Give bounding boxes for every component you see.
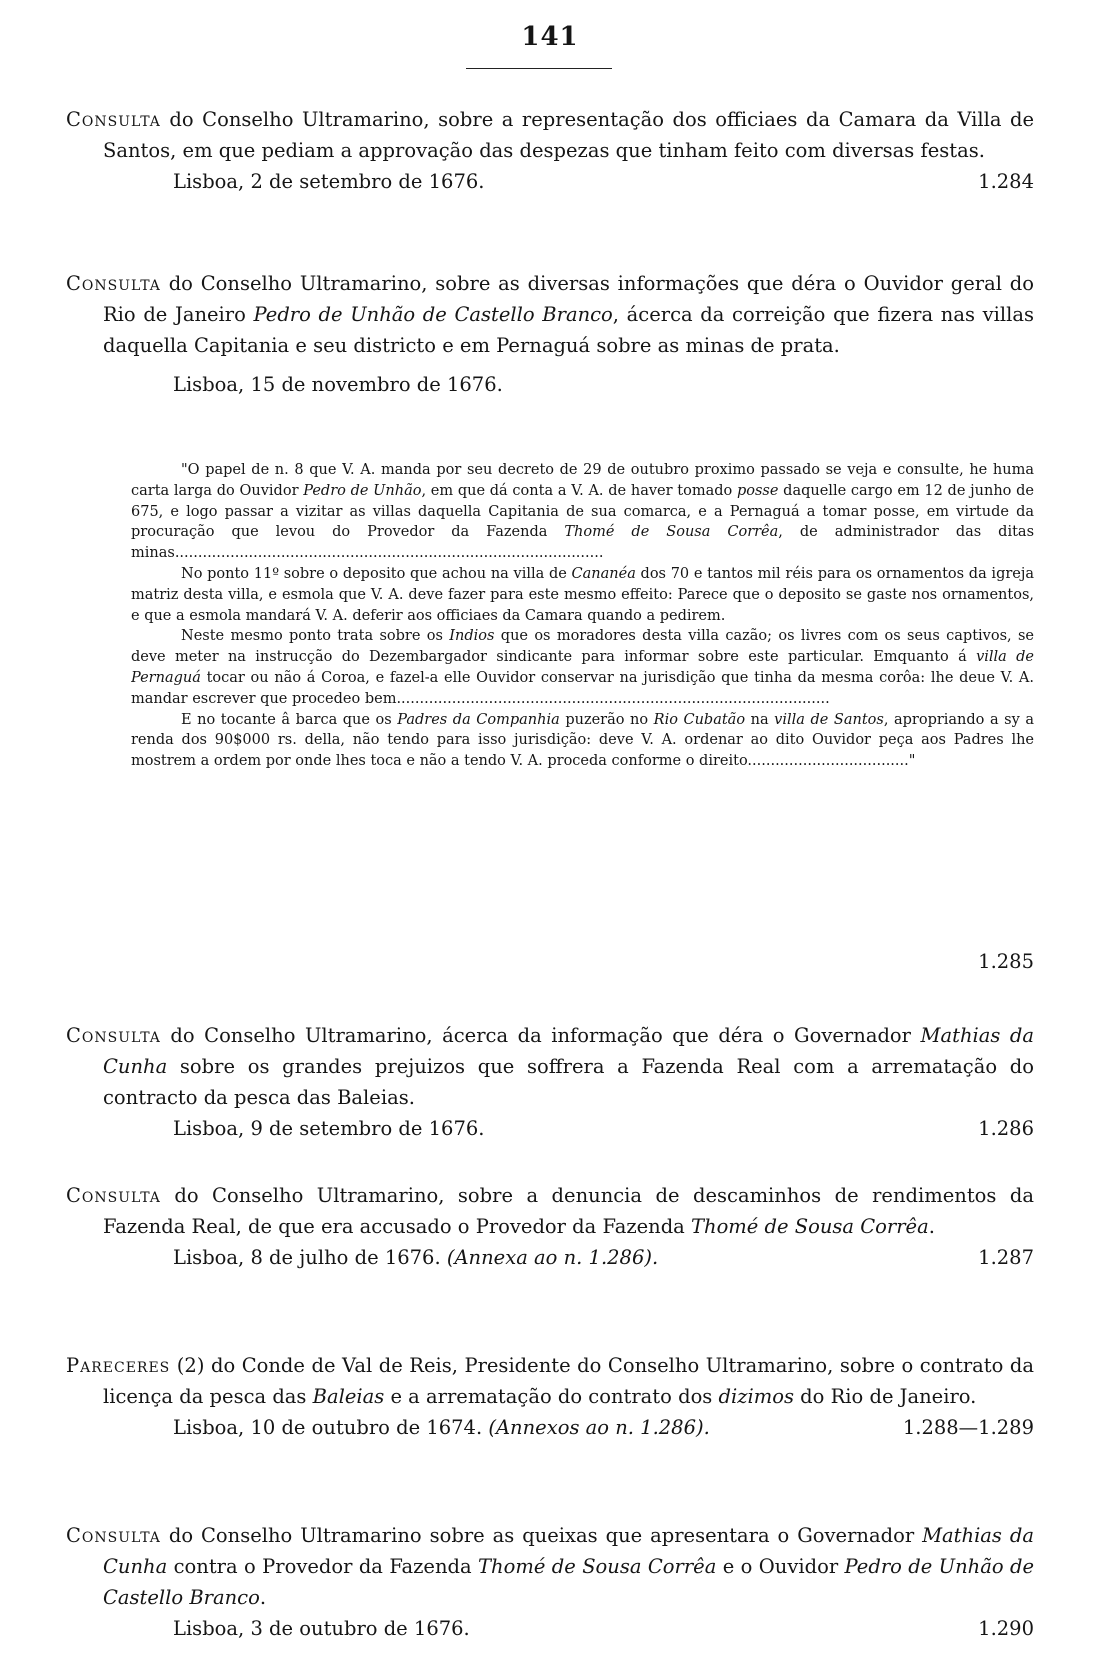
entry-description-part: do Conselho Ultramarino sobre as queixas que apresentara o Governador [160, 1524, 923, 1547]
entry-number: 1.286 [978, 1117, 1034, 1140]
quote-paragraph [131, 626, 1034, 709]
entry-description-part: do Rio de Janeiro. [793, 1385, 977, 1408]
entry-date-line [66, 369, 1034, 400]
entry-kind: Pareceres [66, 1354, 171, 1377]
quote-place: Rio Cubatão [653, 711, 746, 728]
entry-number: 1.290 [978, 1617, 1034, 1640]
quote-text: na [745, 711, 775, 728]
quote-text: puzerão no [559, 711, 654, 728]
header-rule [466, 68, 612, 69]
person-name: Thomé de Sousa Corrêa [478, 1555, 717, 1578]
entry-1286 [66, 1020, 1034, 1144]
person-name: Pedro de Unhão de Castello Branco [253, 303, 613, 326]
entry-text [66, 1180, 1034, 1242]
entry-description-part: e o Ouvidor [716, 1555, 845, 1578]
page-number: 141 [521, 22, 579, 52]
person-name: Mathias da Cunha [103, 1524, 1034, 1578]
entry-date-note: (Annexa ao n. 1.286). [446, 1246, 659, 1269]
quote-emphasis: posse [736, 482, 779, 499]
entry-date: Lisboa, 15 de novembro de 1676. [173, 373, 503, 396]
quote-emphasis: Indios [449, 628, 495, 645]
entry-date-line [66, 1242, 1034, 1273]
entry-date: Lisboa, 9 de setembro de 1676. [173, 1117, 485, 1140]
entry-kind: Consulta [66, 1184, 161, 1207]
entry-description-part: . [259, 1586, 267, 1609]
quote-text: daquelle cargo em 12 de junho de 675, e logo passar a vizitar as villas daquella Capitania de sua comarca, e a Pernaguá a tomar posse, em virtude da procuração que levou do Provedor da Fazenda [131, 482, 1034, 541]
entry-description-part: contra o Provedor da Fazenda [167, 1555, 479, 1578]
entry-1285 [66, 268, 1034, 400]
quote-text: dos 70 e tantos mil réis para os ornamentos da igreja matriz desta villa, e esmola que V. A. deve fazer para este mesmo effeito: Parece que o deposito se gaste nos ornamentos, e que a esmola mandará V. A. deferir aos officiaes da Camara quando a pedirem. [131, 565, 1034, 624]
quote-text: que os moradores desta villa cazão; os livres com os seus captivos, se deve meter na instrucção do Dezembargador sindicante para informar sobre este particular. Emquanto á [131, 628, 1034, 666]
entry-description-part: sobre os grandes prejuizos que soffrera a Fazenda Real com a arrematação do contracto da pesca das Baleias. [103, 1055, 1034, 1109]
entry-kind: Consulta [66, 108, 161, 131]
quote-place: villa de Santos [774, 711, 884, 728]
leader-dots: ..................................." [747, 753, 916, 770]
quoted-excerpt [131, 460, 1034, 772]
entry-text [66, 104, 1034, 166]
quote-name: Padres da Companhia [397, 711, 560, 728]
entry-text [66, 268, 1034, 361]
entry-number: 1.285 [978, 950, 1034, 973]
entry-1288-1289 [66, 1350, 1034, 1443]
quote-name: Thomé de Sousa Corrêa [564, 524, 779, 541]
person-name: Pedro de Unhão de Castello Branco [103, 1555, 1035, 1609]
entry-description-part: do Conselho Ultramarino, ácerca da informação que déra o Governador [160, 1024, 921, 1047]
person-name: Thomé de Sousa Corrêa [691, 1215, 929, 1238]
quote-text: E no tocante â barca que os [181, 711, 398, 728]
entry-number: 1.288—1.289 [902, 1416, 1034, 1439]
entry-description: do Conselho Ultramarino, sobre a representação dos officiaes da Camara da Villa de Santos, em que pediam a approvação das despezas que tinham feito com diversas festas. [103, 108, 1034, 162]
quote-text: , em que dá conta a V. A. de haver tomado [421, 482, 737, 499]
entry-text [66, 1520, 1034, 1613]
quote-text: "O papel de n. 8 que V. A. manda por seu decreto de 29 de outubro proximo passado se veja e consulte, he huma carta larga do Ouvidor [131, 462, 1034, 499]
entry-kind: Consulta [66, 272, 161, 295]
entry-number: 1.284 [978, 170, 1034, 193]
entry-date-line [66, 1113, 1034, 1144]
quote-place: Cananéa [571, 565, 636, 582]
quote-name: Pedro de Unhão [303, 482, 422, 499]
entry-description-part: do Conselho Ultramarino, sobre a denuncia de descaminhos de rendimentos da Fazenda Real, de que era accusado o Provedor da Fazenda [103, 1184, 1034, 1238]
entry-description-part: (2) do Conde de Val de Reis, Presidente do Conselho Ultramarino, sobre o contrato da licença da pesca das [103, 1354, 1034, 1408]
quote-paragraph [131, 564, 1034, 626]
entry-number: 1.287 [978, 1246, 1034, 1269]
quote-paragraph [131, 460, 1034, 564]
entry-description-part: do Conselho Ultramarino, sobre as diversas informações que déra o Ouvidor geral do Rio de Janeiro [103, 272, 1034, 326]
person-name: Mathias da Cunha [103, 1024, 1034, 1078]
entry-date: Lisboa, 3 de outubro de 1676. [173, 1617, 470, 1640]
quote-text: tocar ou não á Coroa, e fazel-a elle Ouvidor conservar na jurisdição que tinha da mesma corôa: lhe deue V. A. mandar escrever que procedeo bem [131, 669, 1034, 707]
quote-paragraph [131, 710, 1034, 772]
entry-date-note: (Annexos ao n. 1.286). [488, 1416, 710, 1439]
entry-description-part: , ácerca da correição que fizera nas villas daquella Capitania e seu districto e em Pernaguá sobre as minas de prata. [103, 303, 1034, 357]
entry-1287 [66, 1180, 1034, 1273]
entry-1290 [66, 1520, 1034, 1644]
quote-place: villa de Pernaguá [131, 649, 1034, 686]
entry-kind: Consulta [66, 1524, 161, 1547]
quote-text: No ponto 11º sobre o deposito que achou na villa de [181, 565, 572, 582]
entry-text [66, 1020, 1034, 1113]
leader-dots: .............................................................................................. [396, 690, 830, 707]
entry-date: Lisboa, 8 de julho de 1676. [173, 1246, 447, 1269]
entry-date-line [66, 1613, 1034, 1644]
entry-date: Lisboa, 10 de outubro de 1674. [173, 1416, 489, 1439]
quote-text: Neste mesmo ponto trata sobre os [181, 628, 450, 645]
entry-date: Lisboa, 2 de setembro de 1676. [173, 170, 485, 193]
entry-emphasis: Baleias [312, 1385, 385, 1408]
entry-date-line [66, 1412, 1034, 1443]
leader-dots: ............................................................................................. [174, 545, 604, 562]
entry-kind: Consulta [66, 1024, 161, 1047]
entry-1284 [66, 104, 1034, 197]
entry-emphasis: dizimos [718, 1385, 794, 1408]
entry-description-part: e a arrematação do contrato dos [384, 1385, 719, 1408]
quote-text: , de administrador das ditas minas [131, 524, 1034, 562]
entry-date-line [66, 166, 1034, 197]
entry-description-part: . [928, 1215, 935, 1238]
entry-text [66, 1350, 1034, 1412]
quote-text: , apropriando a sy a renda dos 90$000 rs. della, não tendo para isso jurisdição: deve V. A. ordenar ao dito Ouvidor peça aos Padres lhe mostrem a ordem por onde lhes toca e não a tendo V. A. proceda conforme o direito [131, 711, 1034, 770]
